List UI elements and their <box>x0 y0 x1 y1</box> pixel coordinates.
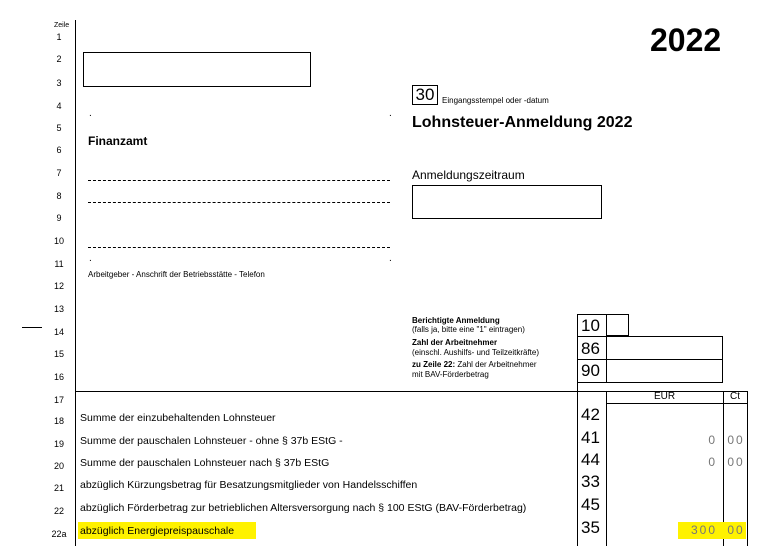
row-number: 12 <box>53 281 64 291</box>
row-number: 13 <box>53 304 64 314</box>
row-number: 4 <box>56 101 62 111</box>
row-number: 21 <box>53 483 64 493</box>
row-code: 41 <box>581 428 600 447</box>
right-border <box>747 391 748 546</box>
cent-value[interactable]: 00 <box>727 523 745 537</box>
row-code: 42 <box>581 405 600 424</box>
cent-value[interactable]: 00 <box>727 455 745 469</box>
row-label: abzüglich Förderbetrag zur betrieblichen Altersversorgung nach § 100 EStG (BAV-Förderbetrag) <box>80 502 527 514</box>
corrected-note: (falls ja, bitte eine "1" eintragen) <box>412 325 525 334</box>
row22-note <box>412 360 537 369</box>
address-line[interactable] <box>88 180 390 181</box>
left-margin-line <box>75 20 76 546</box>
row-number: 8 <box>56 191 62 201</box>
row-number: 17 <box>53 395 64 405</box>
address-line[interactable] <box>88 247 390 248</box>
row-number: 3 <box>56 78 62 88</box>
stamp-label: Eingangsstempel oder -datum <box>442 96 549 105</box>
address-line[interactable] <box>88 202 390 203</box>
row-number: 20 <box>53 461 64 471</box>
corner-mark: . <box>89 108 92 119</box>
code-column-line <box>577 314 578 546</box>
row-number: 15 <box>53 349 64 359</box>
margin-mark <box>22 327 42 328</box>
corrected-title: Berichtigte Anmeldung <box>412 316 500 325</box>
employer-label: Arbeitgeber - Anschrift der Betriebsstätte - Telefon <box>88 270 265 279</box>
finanzamt-address-box[interactable] <box>83 52 311 87</box>
row-number: 22a <box>51 529 67 539</box>
period-label: Anmeldungszeitraum <box>412 168 525 182</box>
eur-value[interactable]: 0 <box>708 455 717 469</box>
employees-code: 86 <box>581 339 600 358</box>
corner-mark: . <box>389 253 392 264</box>
form-year: 2022 <box>650 22 722 58</box>
employees-title: Zahl der Arbeitnehmer <box>412 338 498 347</box>
row-number: 5 <box>56 123 62 133</box>
row-number: 11 <box>54 259 64 269</box>
eur-value[interactable]: 300 <box>690 523 717 537</box>
row-number: 6 <box>56 145 62 155</box>
cent-header: Ct <box>730 391 740 402</box>
row-code: 45 <box>581 495 600 514</box>
row-number: 22 <box>53 506 64 516</box>
zeile-label: Zeile <box>54 22 70 29</box>
eur-header: EUR <box>653 391 676 402</box>
row-number: 1 <box>56 32 62 42</box>
corrected-input[interactable] <box>606 314 629 336</box>
row-number: 19 <box>53 439 64 449</box>
form-title: Lohnsteuer-Anmeldung 2022 <box>412 114 633 131</box>
row22-prefix: zu Zeile 22: <box>412 360 456 369</box>
row-code: 33 <box>581 472 600 491</box>
finanzamt-label: Finanzamt <box>88 134 148 148</box>
row-number: 16 <box>53 372 64 382</box>
row-number: 14 <box>53 327 64 337</box>
row-label: Summe der pauschalen Lohnsteuer - ohne § 37b EStG - <box>80 435 343 447</box>
header-underline <box>606 403 748 404</box>
row-code: 44 <box>581 450 600 469</box>
code-box-line <box>577 336 606 337</box>
eur-value[interactable]: 0 <box>708 433 717 447</box>
code-box-line <box>577 359 606 360</box>
bav-input[interactable] <box>606 359 723 383</box>
row-label: abzüglich Kürzungsbetrag für Besatzungsmitglieder von Handelsschiffen <box>80 479 418 491</box>
corner-mark: . <box>389 108 392 119</box>
row-label: abzüglich Energiepreispauschale <box>80 525 235 537</box>
employees-input[interactable] <box>606 336 723 360</box>
row-number: 2 <box>56 54 62 64</box>
cent-value[interactable]: 00 <box>727 433 745 447</box>
stamp-code: 30 <box>412 85 438 105</box>
row-number: 18 <box>53 416 64 426</box>
row-label: Summe der einzubehaltenden Lohnsteuer <box>80 412 276 424</box>
row-code: 35 <box>581 518 600 537</box>
period-input[interactable] <box>412 185 602 219</box>
row-number: 10 <box>53 236 64 246</box>
code-box-line <box>577 382 606 383</box>
employees-note: (einschl. Aushilfs- und Teilzeitkräfte) <box>412 348 540 357</box>
row-number: 9 <box>56 213 62 223</box>
row-label: Summe der pauschalen Lohnsteuer nach § 37b EStG <box>80 457 330 469</box>
code-box-line <box>577 314 606 315</box>
corner-mark: . <box>89 253 92 264</box>
row22-note-text: Zahl der Arbeitnehmer <box>457 360 537 369</box>
bav-code: 90 <box>581 361 600 380</box>
corrected-code: 10 <box>581 316 600 335</box>
row22-note2: mit BAV-Förderbetrag <box>412 370 489 379</box>
row-number: 7 <box>56 168 62 178</box>
